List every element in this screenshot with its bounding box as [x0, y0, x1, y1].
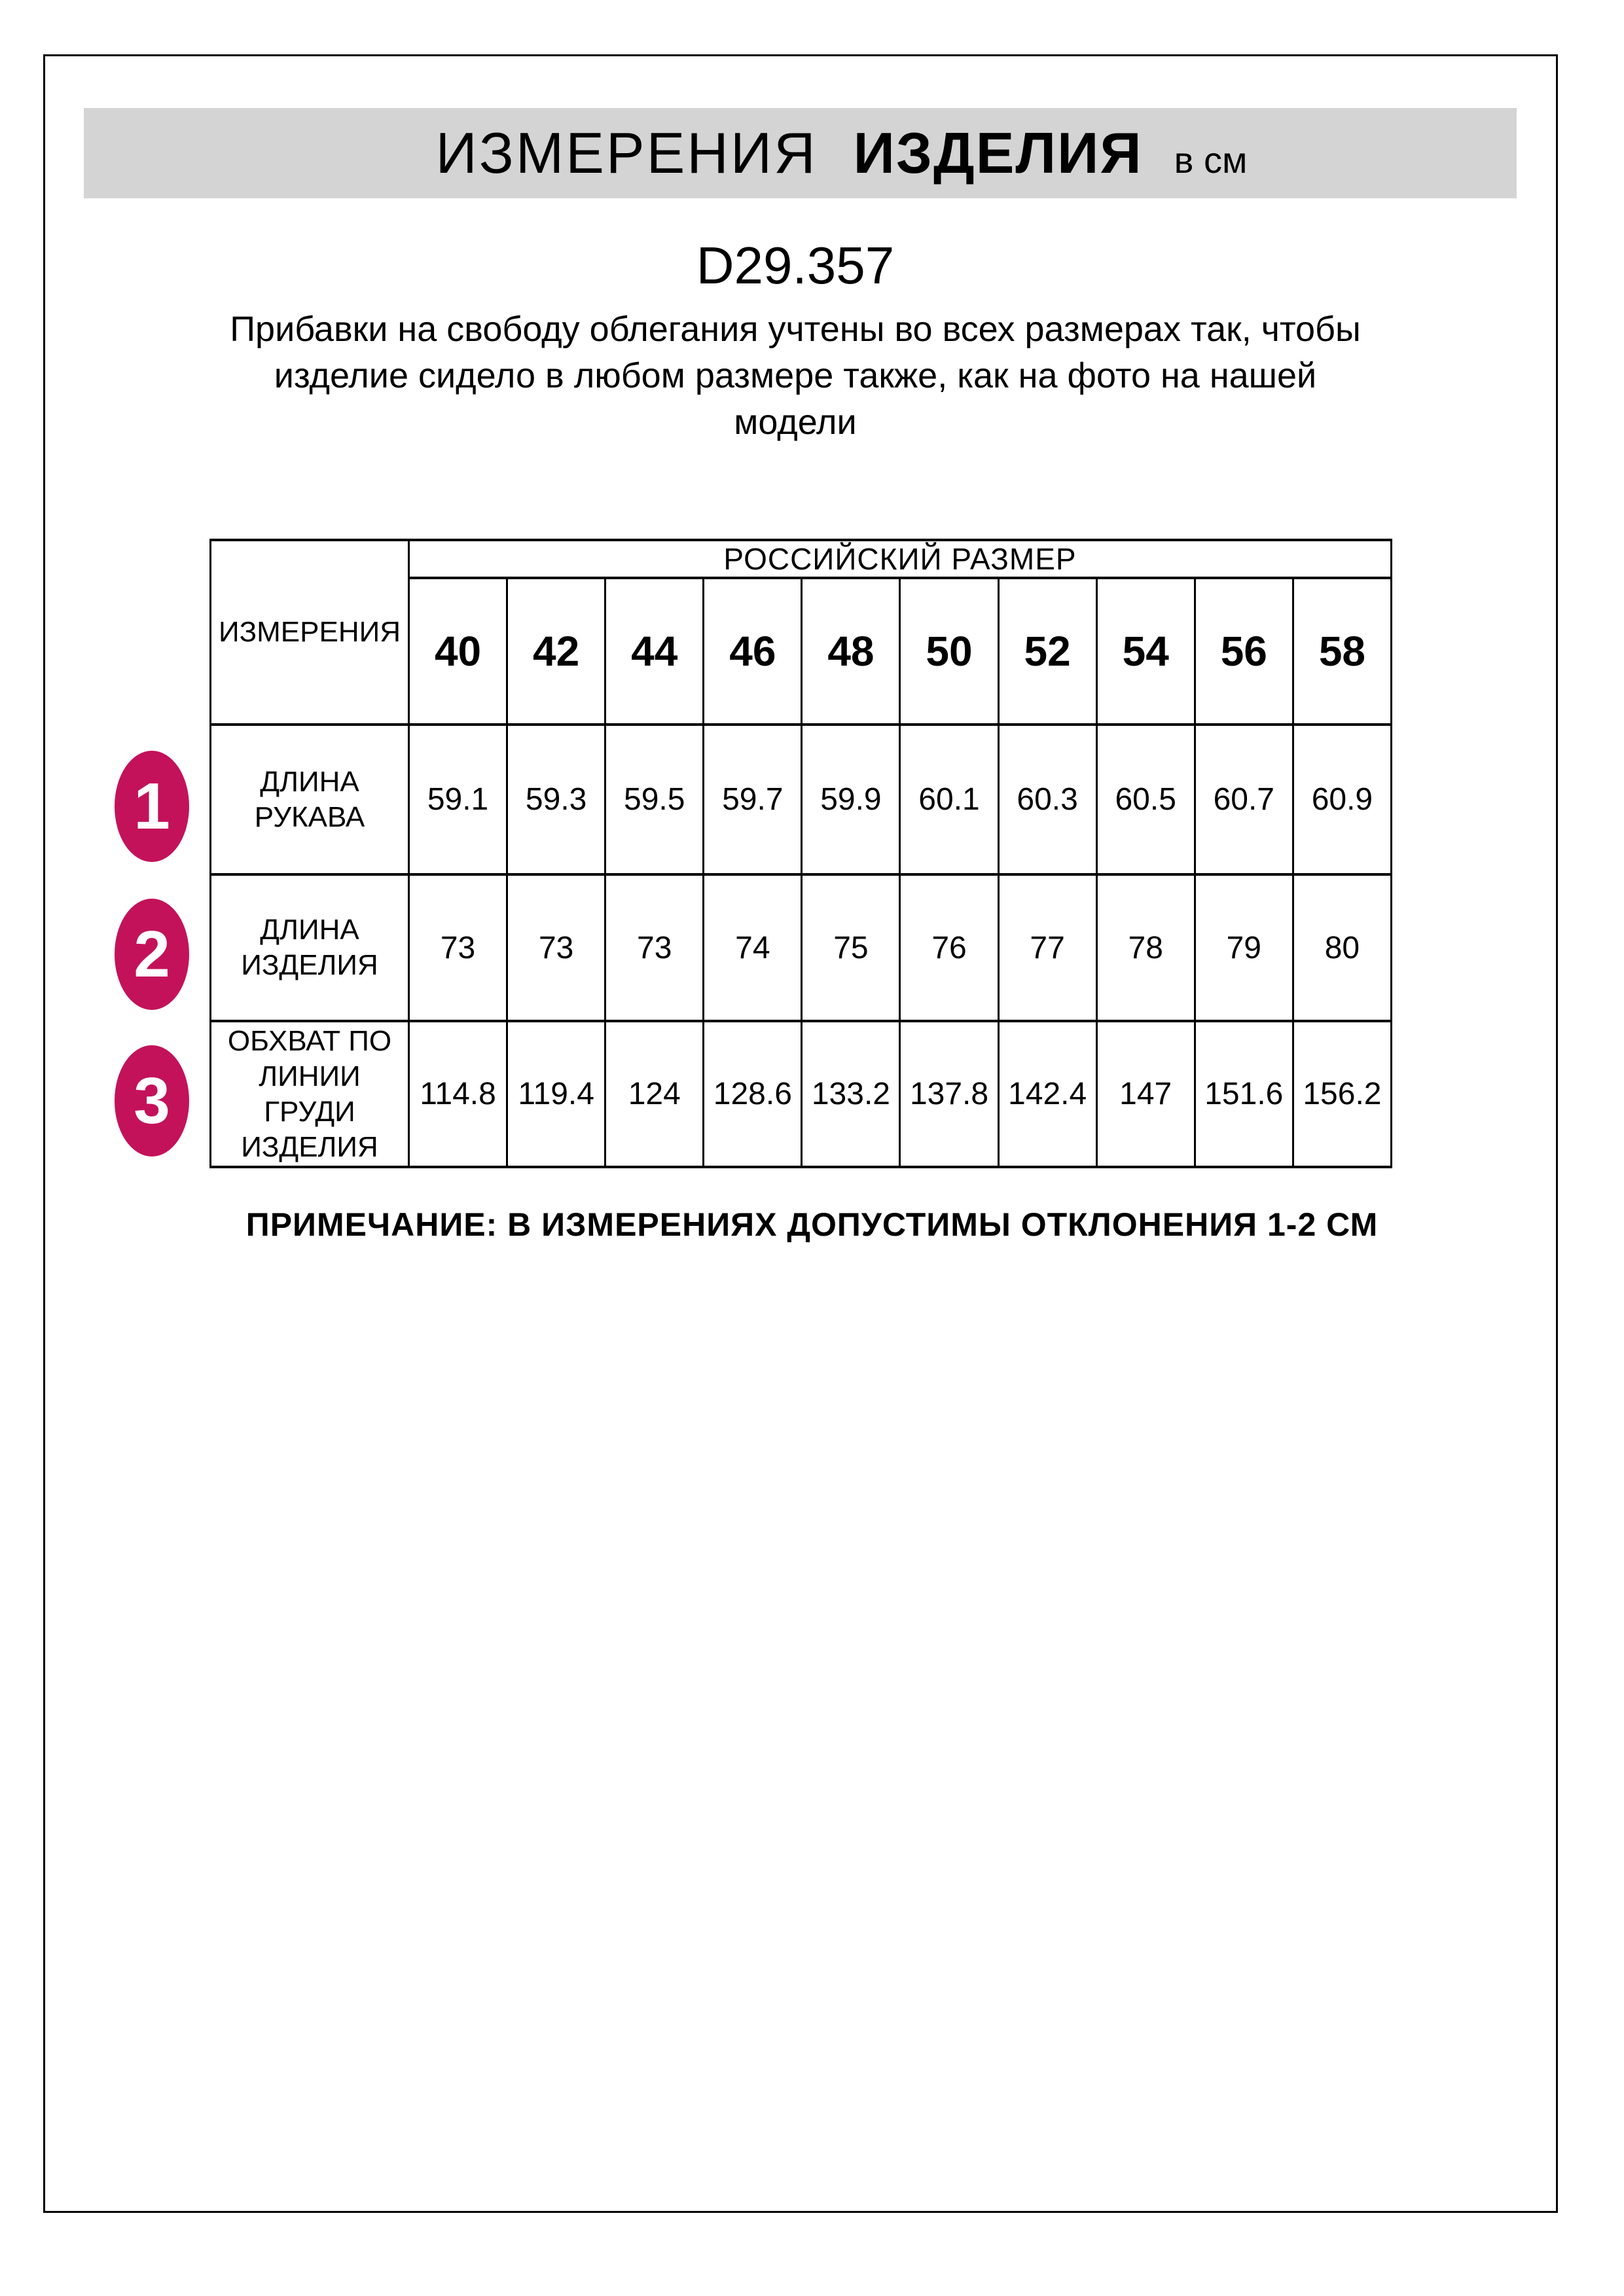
row-label-line: ДЛИНА [260, 765, 359, 798]
page-title-measurements: ИЗМЕРЕНИЯ [435, 120, 818, 185]
row-label-line: ИЗДЕЛИЯ [241, 1130, 378, 1163]
size-header-50: 50 [900, 578, 998, 725]
row-label-line: РУКАВА [254, 800, 365, 833]
title-band [84, 108, 1517, 198]
value-cell: 137.8 [900, 1021, 998, 1167]
description-line: Прибавки на свободу облегания учтены во всех размерах так, чтобы [230, 310, 1361, 349]
value-cell: 75 [802, 874, 900, 1021]
row-label-sleeve-length [211, 725, 409, 874]
value-cell: 76 [900, 874, 998, 1021]
value-cell: 60.5 [1096, 725, 1195, 874]
value-cell: 124 [605, 1021, 704, 1167]
value-cell: 147 [1096, 1021, 1195, 1167]
table-row [211, 874, 1392, 1021]
table-row [211, 725, 1392, 874]
value-cell: 78 [1096, 874, 1195, 1021]
table-group-header: РОССИЙСКИЙ РАЗМЕР [409, 540, 1392, 578]
page-title-product: ИЗДЕЛИЯ [853, 120, 1143, 185]
size-header-52: 52 [998, 578, 1096, 725]
row-label-line: ГРУДИ [264, 1095, 355, 1128]
value-cell: 151.6 [1195, 1021, 1293, 1167]
value-cell: 60.9 [1293, 725, 1391, 874]
size-header-46: 46 [704, 578, 802, 725]
row-number-badge-3: 3 [115, 1045, 189, 1157]
row-number-badge-2: 2 [115, 899, 189, 1010]
value-cell: 59.5 [605, 725, 704, 874]
value-cell: 73 [409, 874, 507, 1021]
value-cell: 156.2 [1293, 1021, 1391, 1167]
row-label-line: ОБХВАТ ПО [227, 1024, 392, 1057]
value-cell: 128.6 [704, 1021, 802, 1167]
value-cell: 60.7 [1195, 725, 1293, 874]
row-label-chest-girth [211, 1021, 409, 1167]
size-header-44: 44 [605, 578, 704, 725]
value-cell: 80 [1293, 874, 1391, 1021]
model-code: D29.357 [696, 236, 895, 295]
table-corner-header: ИЗМЕРЕНИЯ [211, 540, 409, 725]
size-header-58: 58 [1293, 578, 1391, 725]
value-cell: 114.8 [409, 1021, 507, 1167]
value-cell: 77 [998, 874, 1096, 1021]
note-text: ПРИМЕЧАНИЕ: В ИЗМЕРЕНИЯХ ДОПУСТИМЫ ОТКЛОНЕНИЯ 1-2 СМ [245, 1206, 1379, 1243]
value-cell: 59.3 [507, 725, 605, 874]
value-cell: 79 [1195, 874, 1293, 1021]
row-label-line: ДЛИНА [260, 914, 359, 946]
row-label-line: ЛИНИИ [259, 1060, 361, 1092]
value-cell: 59.7 [704, 725, 802, 874]
value-cell: 59.1 [409, 725, 507, 874]
size-header-54: 54 [1096, 578, 1195, 725]
size-header-42: 42 [507, 578, 605, 725]
value-cell: 60.3 [998, 725, 1096, 874]
value-cell: 74 [704, 874, 802, 1021]
size-header-48: 48 [802, 578, 900, 725]
measurements-table [209, 539, 1392, 1168]
description-paragraph [0, 306, 1591, 446]
value-cell: 73 [507, 874, 605, 1021]
table-row [211, 1021, 1392, 1167]
value-cell: 73 [605, 874, 704, 1021]
size-header-56: 56 [1195, 578, 1293, 725]
value-cell: 133.2 [802, 1021, 900, 1167]
size-header-40: 40 [409, 578, 507, 725]
description-line: модели [734, 403, 857, 442]
value-cell: 60.1 [900, 725, 998, 874]
row-label-line: ИЗДЕЛИЯ [241, 949, 378, 981]
description-line: изделие сидело в любом размере также, как на фото на нашей [274, 356, 1317, 395]
row-label-product-length [211, 874, 409, 1021]
value-cell: 119.4 [507, 1021, 605, 1167]
value-cell: 59.9 [802, 725, 900, 874]
page-title-unit: в см [1174, 139, 1248, 181]
value-cell: 142.4 [998, 1021, 1096, 1167]
row-number-badge-1: 1 [115, 751, 189, 862]
